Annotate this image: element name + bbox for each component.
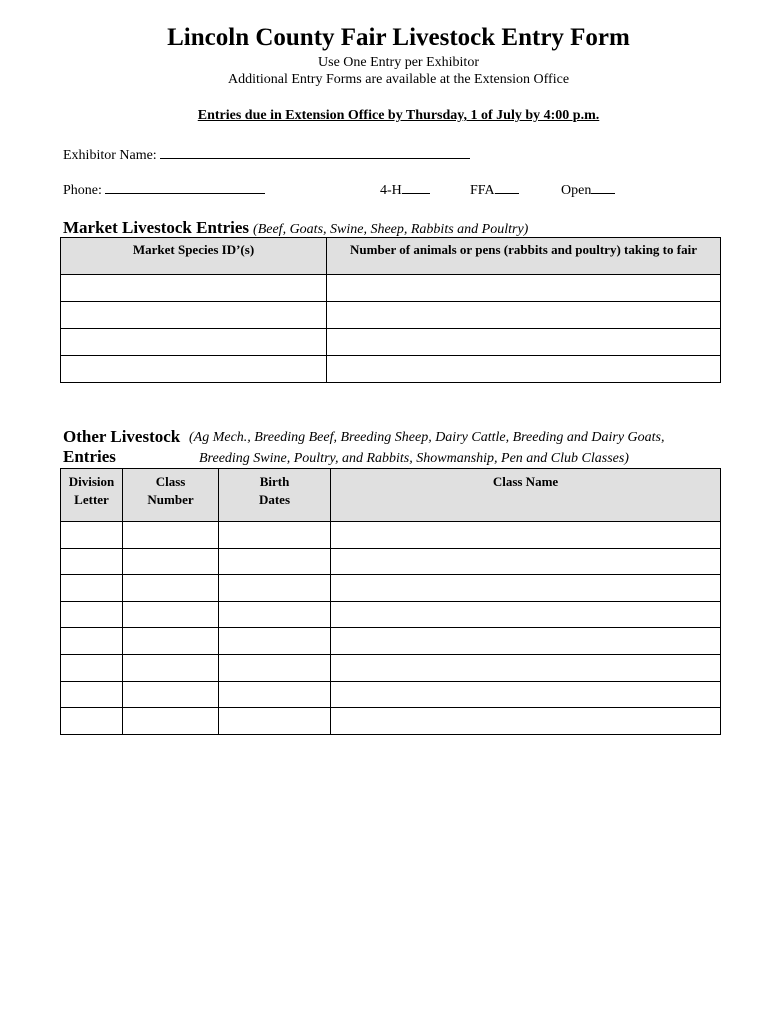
other-col-birth-dates [219,469,331,522]
table-cell[interactable] [219,708,331,735]
table-cell[interactable] [331,575,721,602]
table-cell[interactable] [219,681,331,708]
table-cell[interactable] [123,628,219,655]
table-row [61,708,721,735]
table-row [61,275,721,302]
table-cell[interactable] [219,522,331,549]
other-col-class-name [331,469,721,522]
birth-dates-label-line2: Dates [258,492,291,507]
table-cell[interactable] [123,708,219,735]
table-cell[interactable] [123,575,219,602]
market-entries-table [60,237,721,383]
other-section-title-line1: Other Livestock [63,427,181,446]
table-row [61,522,721,549]
table-row [61,681,721,708]
table-cell[interactable] [61,708,123,735]
table-cell[interactable] [331,628,721,655]
class-number-label-line2: Number [147,492,194,507]
table-cell[interactable] [61,356,327,383]
table-cell[interactable] [219,628,331,655]
open-option [561,179,615,199]
table-cell[interactable] [61,681,123,708]
ffa-field[interactable] [495,179,519,194]
table-cell[interactable] [327,275,721,302]
birth-dates-label-line1: Birth [259,474,290,489]
table-cell[interactable] [123,522,219,549]
table-cell[interactable] [61,654,123,681]
subtitle-one-entry: Use One Entry per Exhibitor [318,55,479,70]
due-date-notice: Entries due in Extension Office by Thursday, 1 of July by 4:00 p.m. [197,108,600,123]
table-cell[interactable] [61,548,123,575]
other-entries-table [60,468,721,735]
division-label-line2: Letter [74,492,109,507]
table-cell[interactable] [219,548,331,575]
open-field[interactable] [591,179,615,194]
other-section-title-line2: Entries [63,447,116,466]
table-cell[interactable] [331,601,721,628]
table-cell[interactable] [219,654,331,681]
ffa-option [470,179,519,199]
table-cell[interactable] [331,548,721,575]
form-title: Lincoln County Fair Livestock Entry Form [167,24,630,51]
exhibitor-name-label: Exhibitor Name: [63,148,157,163]
phone-label: Phone: [63,183,102,198]
table-cell[interactable] [219,575,331,602]
table-cell[interactable] [123,548,219,575]
table-cell[interactable] [331,681,721,708]
table-row [61,356,721,383]
table-row [61,575,721,602]
table-cell[interactable] [61,302,327,329]
open-label: Open [561,183,592,198]
table-cell[interactable] [123,681,219,708]
table-cell[interactable] [61,275,327,302]
table-cell[interactable] [327,302,721,329]
table-row [61,329,721,356]
market-section-title: Market Livestock Entries [63,218,250,237]
table-cell[interactable] [331,654,721,681]
table-row [61,628,721,655]
table-cell[interactable] [331,708,721,735]
table-cell[interactable] [219,601,331,628]
other-col-class-number [123,469,219,522]
other-section-note-line1: (Ag Mech., Breeding Beef, Breeding Sheep, Dairy Cattle, Breeding and Dairy Goats, [189,430,665,445]
table-cell[interactable] [327,356,721,383]
market-section-note: (Beef, Goats, Swine, Sheep, Rabbits and Poultry) [253,222,529,237]
table-cell[interactable] [123,601,219,628]
table-cell[interactable] [61,575,123,602]
fourh-field[interactable] [402,179,430,194]
other-section-note-line2: Breeding Swine, Poultry, and Rabbits, Showmanship, Pen and Club Classes) [199,451,629,466]
class-number-label-line1: Class [155,474,186,489]
exhibitor-name-row [63,144,470,164]
table-cell[interactable] [61,601,123,628]
table-cell[interactable] [61,522,123,549]
subtitle-additional-forms: Additional Entry Forms are available at the Extension Office [227,72,570,87]
table-cell[interactable] [61,329,327,356]
fourh-option [380,179,430,199]
table-cell[interactable] [61,628,123,655]
table-row [61,548,721,575]
table-cell[interactable] [327,329,721,356]
table-cell[interactable] [123,654,219,681]
table-row [61,601,721,628]
other-col-division-letter [61,469,123,522]
other-section-heading [63,427,180,467]
table-row [61,654,721,681]
division-label-line1: Division [68,474,115,489]
fourh-label: 4-H [380,183,402,198]
table-cell[interactable] [331,522,721,549]
phone-row [63,179,265,199]
market-col-species-id: Market Species ID’(s) [61,238,327,275]
market-col-number: Number of animals or pens (rabbits and poultry) taking to fair [327,238,721,275]
market-section-heading [63,218,528,238]
phone-field[interactable] [105,179,265,194]
exhibitor-name-field[interactable] [160,144,470,159]
ffa-label: FFA [470,183,495,198]
table-row [61,302,721,329]
class-name-label: Class Name [492,474,559,489]
